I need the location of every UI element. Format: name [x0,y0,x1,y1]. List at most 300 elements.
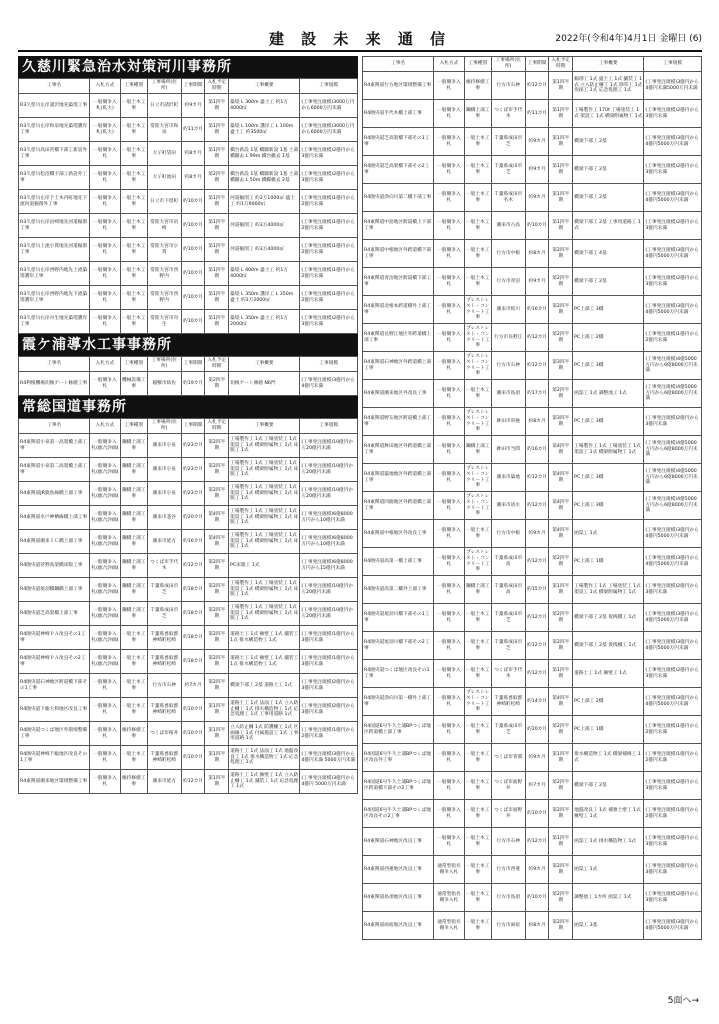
location-cell: 稲敷市結佐 [147,372,181,396]
work-type-cell: 一般土木工事 [464,856,491,884]
summary-cell: 道路土工 1式 擁壁工 1式 [573,660,644,688]
period-cell: 約12カ月 [525,492,549,520]
location-cell: 千葉県成田市芝 [491,156,525,184]
table-row [19,554,358,578]
work-name-cell: R4東関道小泉第二高架橋上部工事 [19,458,90,482]
table-row [19,578,358,602]
period-cell: 約10カ月 [181,746,205,770]
bid-method-cell: 一般競争入札 [90,770,121,794]
column-header-scale: 工事規模 [300,419,358,434]
bid-timing-cell: 第1四半期 [205,722,229,746]
work-name-cell: R4東関道中島地区跨道橋上下部工事 [363,212,434,240]
bid-method-cell: 通常型指名競争入札 [434,884,465,912]
bid-timing-cell: 第1四半期 [549,744,573,772]
work-name-cell: R4圏央道尾羽橋鋼橋上部工事 [19,578,90,602]
bid-method-cell: 一般競争入札 [434,380,465,408]
scale-cell: (工事発注規模)1億円から2億円未満 [644,716,702,744]
bid-method-cell: 一般競争入札 [434,72,465,100]
summary-cell: 橋梁下部工 2基 [573,268,644,296]
bid-timing-cell: 第1四半期 [549,212,573,240]
work-name-cell: R4東関道水戸神栖線橋上部工事 [19,506,90,530]
bid-timing-cell: 第4四半期 [205,530,229,554]
scale-cell: (工事発注規模)4億5000万円から6億8000万円未満 [644,436,702,464]
work-name-cell: R4圏央道菅野高架橋床版工事 [19,554,90,578]
period-cell: 約8カ月 [181,142,205,166]
scale-cell: (工事発注規模)2億円から3億円未満 [300,698,358,722]
bid-method-cell: 一般競争入札 [434,604,465,632]
scale-cell: (工事発注規模)3億円から4億円5000万円未満 [644,604,702,632]
table-row [363,576,702,604]
table-row [19,286,358,310]
column-header-work-name: 工事名 [363,57,434,72]
column-header-location: 工事場所(住所) [147,79,181,94]
masthead-title: 建 設 未 来 通 信 [268,30,452,48]
period-cell: 約12カ月 [525,604,549,632]
work-name-cell: R4圏央道芝高架橋下部その2工事 [363,156,434,184]
location-cell: 潮来市小泉 [147,434,181,458]
bid-method-cell: 一般競争入札 [434,156,465,184]
work-type-cell: 一般土木工事 [464,660,491,688]
location-cell: 潮来市島須 [491,380,525,408]
bid-method-cell: 一般競争入札(総合評価) [90,602,121,626]
period-cell: 約9カ月 [525,128,549,156]
bid-timing-cell: 第2四半期 [205,372,229,396]
work-type-cell: 一般土木工事 [120,698,147,722]
scale-cell: (工事発注規模)3000万円から6000万円未満 [300,118,358,142]
period-cell: 約12カ月 [525,464,549,492]
work-type-cell: 一般土木工事 [464,800,491,828]
work-name-cell: R4東関道JR鹿島線橋上部工事 [19,482,90,506]
scale-cell: (工事発注規模)1億円から2億円未満 [300,286,358,310]
location-cell: 潮来市延方 [147,530,181,554]
location-cell: つくば市手代木 [147,554,181,578]
location-cell: 千葉県香取郡神崎町松崎 [147,626,181,650]
location-cell: 行方市石神 [147,674,181,698]
bid-method-cell: 一般競争入札(総合評価) [90,434,121,458]
table-row [363,408,702,436]
scale-cell: (工事発注規模)1億円から2億円未満 [644,800,702,828]
work-type-cell: 一般土木工事 [120,94,147,118]
work-name-cell: R4圏央道つくば地区外環境整備工事 [19,722,90,746]
work-type-cell: 一般土木工事 [120,214,147,238]
work-name-cell: R4圏央道神崎下総地区改良その1工事 [19,746,90,770]
scale-cell: (工事発注規模)2億円から3億円未満 [644,268,702,296]
summary-cell: 橋梁下部工 2基 工事用道路工 1式 [573,212,644,240]
work-type-cell: 鋼橋上部工事 [464,100,491,128]
scale-cell: (工事発注規模)2億円から3億円未満 [644,772,702,800]
summary-cell: 橋梁下部工 2基 [573,184,644,212]
project-table [362,56,702,940]
period-cell: 約9カ月 [525,156,549,184]
summary-cell: 橋梁下部工 2基 道路土工 1式 [229,674,300,698]
work-type-cell: 一般土木工事 [464,520,491,548]
scale-cell: (工事発注規模)3億円から4億円5000万円未満 [644,296,702,324]
table-row [19,434,358,458]
summary-cell: 道路土工 1式 擁壁工 1式 舗装工 1式 排水構造物工 1式 [229,650,300,674]
period-cell: 約17カ月 [525,380,549,408]
work-type-cell: 一般土木工事 [120,310,147,334]
scale-cell: (工事発注規模)3億円から4億円未満 [300,372,358,396]
work-type-cell: プレストレスト・コンクリート工事 [464,408,491,436]
location-cell: 潮来市築地 [491,464,525,492]
scale-cell: (工事発注規模)3億円から4億円5000万円未満 [644,688,702,716]
scale-cell: (工事発注規模)10億円から20億円未満 [300,458,358,482]
period-cell: 約19カ月 [181,372,205,396]
work-name-cell: R3久慈川左岸和泉地先築堤護岸工事 [19,118,90,142]
location-cell: 千葉県香取郡神崎町松崎 [147,650,181,674]
bid-timing-cell: 第2四半期 [549,632,573,660]
column-header-bid-timing: 入札予定時期 [205,79,229,94]
summary-cell: 工場製作工 1式 工場塗装工 1式 架設工 1式 橋梁附属物工 1式 床版工 1式 [229,482,300,506]
location-cell: 行方市石神 [491,352,525,380]
period-cell: 約10カ月 [181,190,205,214]
bid-method-cell: 一般競争入札 [90,746,121,770]
summary-cell: 函渠工 1式 調整池工 1式 [573,380,644,408]
work-name-cell: R3久慈川右岸舟生地先築堤護岸工事 [19,310,90,334]
project-table [18,418,358,794]
period-cell: 約18カ月 [181,650,205,674]
scale-cell: (工事発注規模)1億円から2億円未満 [300,722,358,746]
summary-cell: 橋梁下部工 2基 仮桟橋工 1式 [573,632,644,660]
table-row [363,184,702,212]
work-type-cell: プレストレスト・コンクリート工事 [464,464,491,492]
summary-cell: PC上部工 1橋 [573,716,644,744]
summary-cell: 掘削工 1式 盛土工 1式 舗装工 1式 立入防止柵工 1式 除草工 1式 伐採工 1式 応急処理工 1式 [573,72,644,100]
summary-cell: 道路土工 1式 法面工 1式 地盤改良工 1式 排水構造物工 1式 応急処理工 1式 [229,746,300,770]
summary-cell: 工場製作工 1式 工場塗装工 1式 架設工 1式 橋梁附属物工 1式 床版工 1式 [229,578,300,602]
summary-cell: 工場製作工 1式 工場塗装工 1式 架設工 1式 橋梁附属物工 1式 床版工 1式 [229,602,300,626]
work-name-cell: R4東関道小泉第一高架橋上部工事 [19,434,90,458]
bid-method-cell: 一般競争入札 [434,492,465,520]
period-cell: 約9カ月 [181,94,205,118]
summary-cell: 工場製作工 1式 工場塗装工 1式 架設工 1式 橋梁附属物工 1式 床版工 1式 [229,434,300,458]
work-type-cell: 一般土木工事 [120,626,147,650]
work-type-cell: 一般土木工事 [120,190,147,214]
location-cell: 千葉県成田市芝 [491,632,525,660]
work-type-cell: プレストレスト・コンクリート工事 [464,296,491,324]
work-type-cell: 一般土木工事 [120,286,147,310]
table-row [363,268,702,296]
work-type-cell: 鋼橋上部工事 [120,434,147,458]
location-cell: 常陸大宮市小貫 [147,238,181,262]
period-cell: 約18カ月 [181,578,205,602]
work-type-cell: 一般土木工事 [464,268,491,296]
work-name-cell: R3久慈川右岸岩崎地先河道掘削工事 [19,214,90,238]
work-type-cell: 一般土木工事 [464,128,491,156]
work-name-cell: R4東関道潮来ＩＣ橋上部工事 [19,530,90,554]
bid-timing-cell: 第2四半期 [205,434,229,458]
work-name-cell: R4東関道青沼地区跨道橋下部工事 [363,268,434,296]
period-cell: 約8カ月 [525,408,549,436]
bid-method-cell: 一般競争入札(総合評価) [90,506,121,530]
period-cell: 約12カ月 [525,548,549,576]
period-cell: 約9カ月 [525,744,549,772]
table-row [363,72,702,100]
scale-cell: (工事発注規模)2億円から3億円未満 [300,674,358,698]
location-cell: つくば市面野井 [491,772,525,800]
table-row [19,458,358,482]
location-cell: つくば市手代木 [491,100,525,128]
bid-timing-cell: 第2四半期 [549,380,573,408]
summary-cell: PC上部工 2橋 [573,688,644,716]
work-type-cell: 一般土木工事 [120,166,147,190]
table-row [363,100,702,128]
scale-cell: (工事発注規模)2億円から3億円未満 [300,166,358,190]
summary-cell: 立入防止柵 1式 防護柵工 1式 区画線工 1式 付属施設工 1式 工事用道路 1式 [229,722,300,746]
summary-cell: 築堤 L 100m 護岸工 L 100m 盛土工 約3500㎥ [229,118,300,142]
bid-timing-cell: 第1四半期 [205,94,229,118]
office-heading: 常総国道事務所 [18,396,358,418]
bid-timing-cell: 第4四半期 [549,688,573,716]
period-cell: 約8カ月 [525,240,549,268]
table-row [19,310,358,334]
bid-method-cell: 一般競争入札(拡大) [90,94,121,118]
period-cell: 約10カ月 [525,800,549,828]
work-name-cell: R4国道6号牛久土浦BPつくば地区改良その2工事 [363,800,434,828]
bid-method-cell: 一般競争入札 [434,436,465,464]
column-header-work-type: 工事種別 [464,57,491,72]
work-type-cell: 鋼橋上部工事 [120,458,147,482]
bid-timing-cell: 第1四半期 [205,310,229,334]
summary-cell: 河道掘削工 約3万4000㎥ [229,214,300,238]
table-row [363,548,702,576]
period-cell: 約10カ月 [525,884,549,912]
bid-method-cell: 一般競争入札(拡大) [90,118,121,142]
scale-cell: (工事発注規模)1億円から3億円未満 [300,650,358,674]
project-table [18,78,358,334]
column-header-work-type: 工事種別 [120,419,147,434]
table-row [19,746,358,770]
bid-timing-cell: 第1四半期 [205,698,229,722]
location-cell: 大子町袋田 [147,142,181,166]
bid-method-cell: 一般競争入札(総合評価) [90,530,121,554]
work-type-cell: 一般土木工事 [464,156,491,184]
work-name-cell: R4圏央道芝高架橋下部その1工事 [363,128,434,156]
location-cell: 行方市島須 [491,884,525,912]
period-cell: 約7カ月 [181,674,205,698]
work-name-cell: R4東関道鉾田地区外跨道橋上部工事 [363,436,434,464]
table-row [19,166,358,190]
scale-cell: (工事発注規模)3億円から4億円5000万円未満 [644,548,702,576]
scale-cell: (工事発注規模)2億円から3億円未満 [300,310,358,334]
period-cell: 約12カ月 [525,660,549,688]
summary-cell: 函渠工 1式 [573,520,644,548]
scale-cell: (工事発注規模)3000万円から6000万円未満 [300,94,358,118]
scale-cell: (工事発注規模)2億円から3億円未満 [644,660,702,688]
period-cell: 約12カ月 [525,352,549,380]
period-cell: 約16カ月 [181,530,205,554]
location-cell: 千葉県香取郡神崎町松崎 [147,698,181,722]
table-row [19,506,358,530]
location-cell: 千葉県成田市芝 [147,602,181,626]
bid-method-cell: 一般競争入札 [90,166,121,190]
column-header-summary: 工事概要 [229,419,300,434]
bid-method-cell: 一般競争入札 [434,240,465,268]
bid-method-cell: 一般競争入札 [434,184,465,212]
period-cell: 約23カ月 [181,458,205,482]
bid-method-cell: 一般競争入札 [90,286,121,310]
bid-timing-cell: 第4四半期 [549,520,573,548]
summary-cell: 函渠工 1式 [573,856,644,884]
summary-cell: 工場製作工 1式 工場塗装工 1式 架設工 1式 橋梁附属物工 1式 床版工 1式 [229,458,300,482]
table-row [19,238,358,262]
table-row [363,688,702,716]
bid-timing-cell: 第1四半期 [549,72,573,100]
scale-cell: (工事発注規模)2億円から3億円未満 [644,100,702,128]
scale-cell: (工事発注規模)3億円から4億円未満 5000万円未満 [300,746,358,770]
scale-cell: (工事発注規模)2億円から3億円未満 [644,828,702,856]
work-type-cell: 鋼橋上部工事 [120,578,147,602]
bid-timing-cell: 第2四半期 [549,856,573,884]
column-header-bid-method: 入札方式 [434,57,465,72]
work-name-cell: R4東関道北根本跨道橋外上部工事 [363,296,434,324]
bid-method-cell: 一般競争入札 [434,772,465,800]
bid-timing-cell: 第2四半期 [205,626,229,650]
summary-cell: 築堤 L 300m 盛土工 約1万4000㎥ [229,94,300,118]
location-cell: つくば市面野井 [491,800,525,828]
bid-method-cell: 一般競争入札(総合評価) [90,482,121,506]
work-type-cell: 維持修繕工事 [120,770,147,794]
column-header-work-name: 工事名 [19,357,90,372]
bid-timing-cell: 第1四半期 [205,214,229,238]
table-row [363,520,702,548]
bid-timing-cell: 第1四半期 [205,142,229,166]
bid-method-cell: 一般競争入札 [90,674,121,698]
scale-cell: (工事発注規模)2億円から3億円未満 [644,884,702,912]
bid-method-cell: 一般競争入札 [90,372,121,396]
work-type-cell: 鋼橋上部工事 [464,436,491,464]
table-row [19,698,358,722]
work-name-cell: R3久慈川左岸西野内地先上流築堤護岸工事 [19,262,90,286]
work-type-cell: 鋼橋上部工事 [120,602,147,626]
location-cell: 行方市中根 [491,240,525,268]
bid-timing-cell: 第2四半期 [205,458,229,482]
location-cell: 常陸大宮市岩崎 [147,214,181,238]
bid-timing-cell: 第3四半期 [549,352,573,380]
work-name-cell: R3久慈川左岸西野内地先下流築堤護岸工事 [19,286,90,310]
work-name-cell: R4国道6号牛久土浦BPつくば地区跨道橋上部工事 [363,716,434,744]
scale-cell: (工事発注規模)1億円から2億円未満 [300,214,358,238]
bid-timing-cell: 第1四半期 [549,660,573,688]
header-rule [18,50,702,52]
location-cell: 行方市石神 [491,72,525,100]
work-name-cell: R4東関道両宿地区改良工事 [363,912,434,940]
table-row [363,632,702,660]
scale-cell: (工事発注規模)1億円から2億円未満 [300,190,358,214]
table-row [19,482,358,506]
bid-timing-cell: 第1四半期 [549,576,573,604]
column-header-work-type: 工事種別 [120,79,147,94]
location-cell: 潮来市小泉 [147,458,181,482]
summary-cell: 築堤 L 350m 盛土工 約1万2000㎥ [229,310,300,334]
column-header-work-name: 工事名 [19,419,90,434]
bid-timing-cell: 第1四半期 [205,286,229,310]
work-name-cell: R3久慈川松沼橋下部工新設外工事 [19,166,90,190]
location-cell: 常陸大宮市舟生 [147,310,181,334]
period-cell: 約12カ月 [181,770,205,794]
location-cell: 行方市西蓮 [491,856,525,884]
table-row [363,296,702,324]
work-name-cell: R4国道6号牛久土浦BPつくば地区跨道橋下部その2工事 [363,772,434,800]
location-cell: 潮来市古高 [491,212,525,240]
bid-timing-cell: 第1四半期 [549,184,573,212]
bid-timing-cell: 第2四半期 [205,482,229,506]
period-cell: 約18カ月 [181,602,205,626]
work-type-cell: 一般土木工事 [120,142,147,166]
work-type-cell: 一般土木工事 [464,912,491,940]
bid-timing-cell: 第1四半期 [205,238,229,262]
work-name-cell: R4圏央道神崎ＰＡ改良その2工事 [19,650,90,674]
location-cell: つくば市菅間 [491,744,525,772]
bid-method-cell: 一般競争入札 [434,548,465,576]
table-row [19,650,358,674]
table-row [19,372,358,396]
bid-method-cell: 一般競争入札 [434,212,465,240]
work-type-cell: 一般土木工事 [464,184,491,212]
work-type-cell: 一般土木工事 [464,884,491,912]
work-name-cell: R3久慈川上流小貫地先河道掘削工事 [19,238,90,262]
period-cell: 約14カ月 [525,688,549,716]
scale-cell: (工事発注規模)6億8000万円から15億円未満 [300,554,358,578]
table-row [19,722,358,746]
table-row [19,770,358,794]
summary-cell: 函渠工 1式 排水構造物工 1式 [573,828,644,856]
work-type-cell: 一般土木工事 [464,828,491,856]
bid-method-cell: 一般競争入札 [434,100,465,128]
bid-method-cell: 通常型指名競争入札 [434,912,465,940]
scale-cell: (工事発注規模)1億円から3億円未満 [300,626,358,650]
location-cell: 鉾田市当間 [491,436,525,464]
column-header-summary: 工事概要 [573,57,644,72]
work-name-cell: R4圏央道高第一橋上部工事 [363,548,434,576]
table-row [363,772,702,800]
work-type-cell: 一般土木工事 [120,746,147,770]
table-header-row [19,419,358,434]
column-header-period: 工事期間 [525,57,549,72]
location-cell: 日立市諸沢町 [147,94,181,118]
column-header-scale: 工事規模 [644,57,702,72]
bid-method-cell: 一般競争入札 [434,800,465,828]
location-cell: つくば市手代木 [491,660,525,688]
summary-cell: 工場製作工 1式 工場塗装工 1式 架設工 1式 橋梁附属物工 1式 [573,576,644,604]
scale-cell: (工事発注規模)1億円から2億円未満 [300,262,358,286]
location-cell: 千葉県香取郡神崎町松崎 [491,688,525,716]
period-cell: 約12カ月 [525,632,549,660]
summary-cell: 切換ゲート修繕 N6門 [229,372,300,396]
summary-cell: 調整池工 1カ所 函渠工 1式 [573,884,644,912]
table-row [363,380,702,408]
table-row [363,324,702,352]
period-cell: 約11カ月 [181,118,205,142]
table-row [19,530,358,554]
table-row [19,626,358,650]
bid-timing-cell: 第1四半期 [205,770,229,794]
summary-cell: 道路土工 1式 擁壁工 1式 舗装工 1式 排水構造物工 1式 [229,626,300,650]
work-type-cell: 一般土木工事 [464,716,491,744]
work-name-cell: R3久慈川高田宮橋下部工新設外工事 [19,142,90,166]
table-row [363,800,702,828]
period-cell: 約20カ月 [181,506,205,530]
bid-timing-cell: 第2四半期 [205,602,229,626]
scale-cell: (工事発注規模)3億円から4億円5000万円未満 [644,632,702,660]
summary-cell: PC上部工 3橋 [573,464,644,492]
bid-method-cell: 一般競争入札(総合評価) [90,458,121,482]
work-name-cell: R4東関道潮来地区外改良工事 [363,380,434,408]
work-name-cell: R4東関道行方地区環境整備工事 [363,72,434,100]
scale-cell: (工事発注規模)4億5000万円から6億8000万円未満 [644,492,702,520]
bid-timing-cell: 第1四半期 [549,100,573,128]
period-cell: 約18カ月 [181,626,205,650]
